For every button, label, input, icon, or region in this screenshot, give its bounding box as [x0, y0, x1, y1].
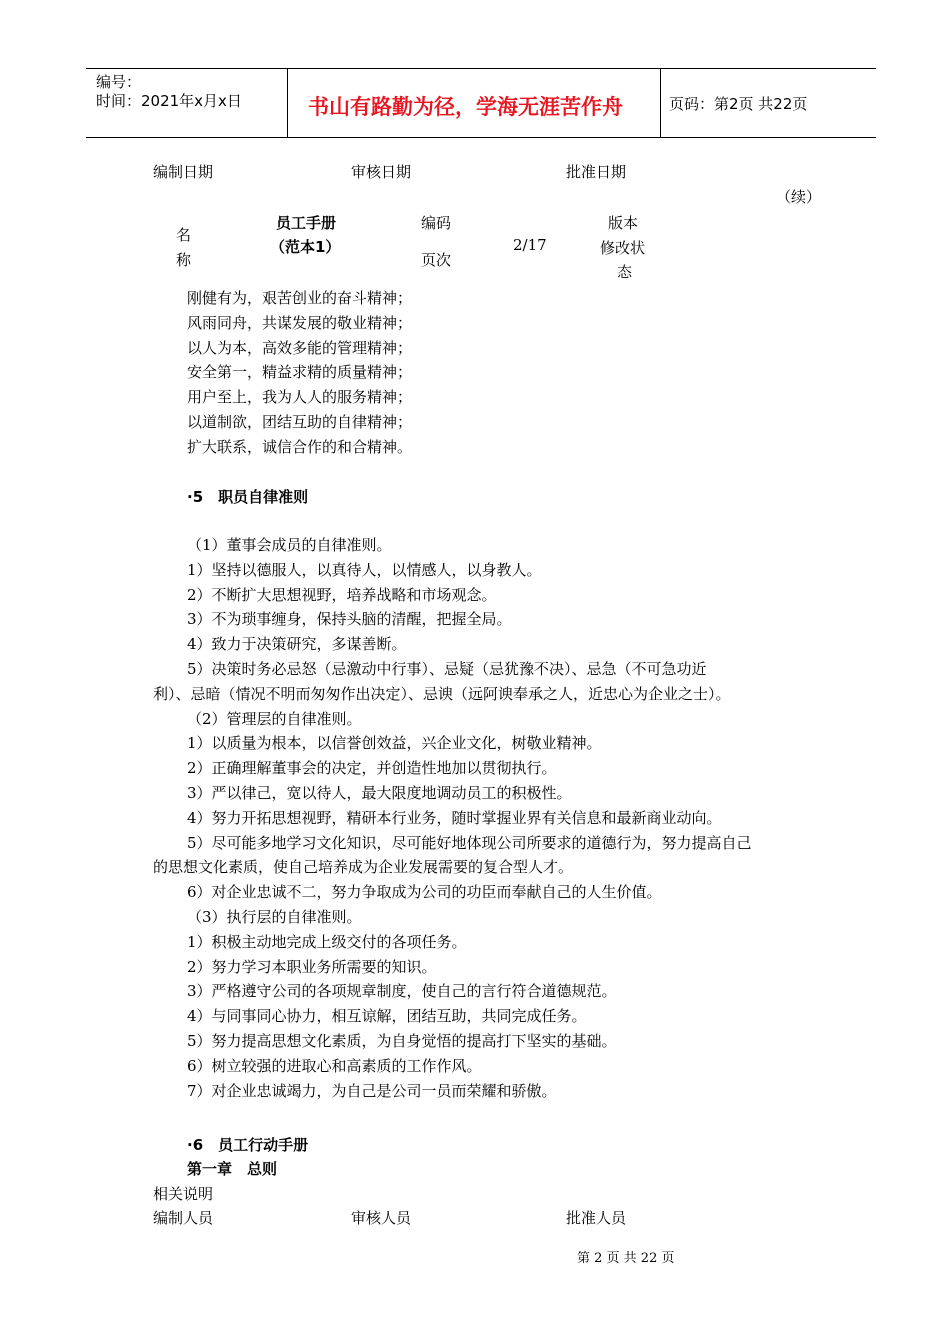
version-label: 修改状 [600, 239, 646, 257]
paragraph-line: 5）努力提高思想文化素质，为自身觉悟的提高打下坚实的基础。 [187, 1031, 617, 1050]
paragraph-line: 1）坚持以德服人，以真待人，以情感人，以身教人。 [187, 560, 542, 579]
name-label: 称 [176, 251, 192, 269]
approve-date-label: 批准日期 [566, 163, 627, 181]
paragraph-line: 2）正确理解董事会的决定，并创造性地加以贯彻执行。 [187, 759, 557, 778]
paragraph-line: 3）严以律己，宽以待人，最大限度地调动员工的积极性。 [187, 783, 572, 802]
page-value: 2/17 [513, 236, 547, 254]
paragraph-line: 7）对企业忠诚竭力，为自己是公司一员而荣耀和骄傲。 [187, 1081, 557, 1100]
header-page-info: 页码：第2页 共22页 [669, 95, 808, 113]
header-motto: 书山有路勤为径，学海无涯苦作舟 [308, 95, 623, 119]
paragraph-line: 4）努力开拓思想视野，精研本行业务，随时掌握业界有关信息和最新商业动向。 [187, 808, 722, 827]
compile-person-label: 编制人员 [153, 1209, 214, 1227]
paragraph-line: 3）严格遵守公司的各项规章制度，使自己的言行符合道德规范。 [187, 982, 617, 1001]
approve-person-label: 批准人员 [566, 1209, 627, 1227]
section-heading: ·5 职员自律准则 [187, 488, 309, 506]
version-label: 态 [617, 263, 633, 281]
spirit-item: 刚健有为，艰苦创业的奋斗精神； [187, 289, 413, 307]
paragraph-line: （1）董事会成员的自律准则。 [187, 536, 392, 554]
paragraph-line: 5）尽可能多地学习文化知识，尽可能好地体现公司所要求的道德行为，努力提高自己 [187, 833, 752, 852]
spirit-list [187, 286, 412, 460]
spirit-item: 用户至上，我为人人的服务精神； [187, 388, 413, 407]
paragraph-line: 3）不为琐事缠身，保持头脑的清醒，把握全局。 [187, 610, 512, 629]
header-divider [287, 69, 288, 137]
compile-date-label: 编制日期 [153, 163, 214, 181]
page-label: 页次 [421, 251, 452, 269]
review-date-label: 审核日期 [351, 163, 412, 181]
paragraph-line: 1）以质量为根本，以信誉创效益，兴企业文化，树敬业精神。 [187, 734, 602, 753]
spirit-item: 以人为本，高效多能的管理精神； [187, 338, 413, 357]
paragraph-line: 6）对企业忠诚不二，努力争取成为公司的功臣而奉献自己的人生价值。 [187, 883, 662, 902]
chapter-heading: 第一章 总则 [187, 1160, 278, 1178]
paragraph-line: 的思想文化素质，使自己培养成为企业发展需要的复合型人才。 [153, 858, 574, 877]
spirit-item: 扩大联系，诚信合作的和合精神。 [187, 437, 413, 456]
section-heading: ·6 员工行动手册 [187, 1136, 309, 1154]
manual-title: 员工手册 [276, 214, 337, 232]
paragraph-line: 2）努力学习本职业务所需要的知识。 [187, 957, 437, 976]
paragraph-line: 5）决策时务必忌怒（忌激动中行事）、忌疑（忌犹豫不决）、忌急（不可急功近 [187, 659, 707, 678]
continued-label: （续） [776, 188, 822, 206]
spirit-item: 风雨同舟，共谋发展的敬业精神； [187, 313, 413, 332]
code-label: 编码 [421, 214, 452, 232]
paragraph-line: 4）致力于决策研究，多谋善断。 [187, 635, 407, 654]
document-time-label: 时间：2021年x月x日 [96, 92, 242, 110]
paragraph-line: 1）积极主动地完成上级交付的各项任务。 [187, 932, 467, 951]
document-header [86, 68, 876, 138]
related-note: 相关说明 [153, 1185, 214, 1203]
section-body [153, 533, 752, 1103]
spirit-item: 安全第一，精益求精的质量精神； [187, 363, 413, 382]
paragraph-line: 6）树立较强的进取心和高素质的工作作风。 [187, 1056, 482, 1075]
paragraph-line: （3）执行层的自律准则。 [187, 907, 362, 926]
document-number-label: 编号： [96, 73, 142, 91]
paragraph-line: （2）管理层的自律准则。 [187, 709, 362, 728]
name-label: 名 [176, 226, 192, 244]
paragraph-line: 利）、忌暗（情况不明而匆匆作出决定）、忌谀（远阿谀奉承之人，近忠心为企业之士）。 [153, 684, 731, 703]
paragraph-line: 2）不断扩大思想视野，培养战略和市场观念。 [187, 585, 497, 604]
version-label: 版本 [608, 214, 639, 232]
paragraph-line: 4）与同事同心协力，相互谅解，团结互助，共同完成任务。 [187, 1007, 587, 1026]
spirit-item: 以道制欲，团结互助的自律精神； [187, 412, 413, 431]
manual-subtitle: （范本1） [270, 238, 341, 256]
review-person-label: 审核人员 [351, 1209, 412, 1227]
page-footer: 第 2 页 共 22 页 [577, 1251, 675, 1266]
header-divider [660, 69, 661, 137]
